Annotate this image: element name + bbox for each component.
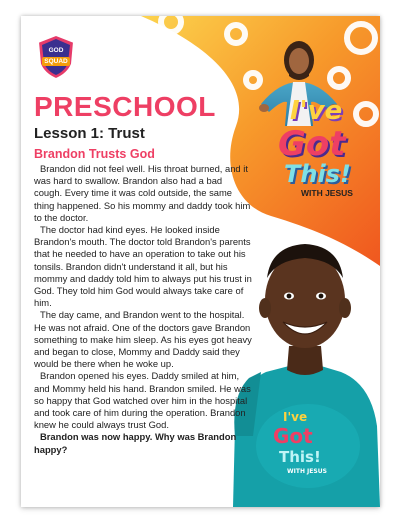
grade-title: PRESCHOOL (34, 91, 216, 122)
logo-top-text: GOD (48, 47, 64, 54)
story-paragraph: Brandon opened his eyes. Daddy smiled at him, and Mommy held his hand. Brandon smiled. He was so happy that God watched over him in the hospital and took care of him during the operation. Brandon knew he could always trust God. (34, 370, 251, 431)
theme-word-1: I've (290, 96, 343, 126)
logo-bottom-text: SQUAD (44, 58, 68, 65)
story-question: Brandon was now happy. Why was Brandon happy? (34, 431, 237, 455)
worksheet-page (21, 16, 380, 507)
with-jesus-text: WITH JESUS (301, 188, 353, 198)
story-title: Brandon Trusts God (34, 147, 155, 161)
shirt-word-2: Got (273, 424, 313, 448)
shirt-word-1: I've (283, 410, 308, 424)
lesson-title: Lesson 1: Trust (34, 125, 145, 142)
shirt-word-3: This! (279, 448, 321, 466)
shirt-word-4: WITH JESUS (287, 468, 327, 475)
story-body (34, 163, 252, 456)
story-paragraph: Brandon did not feel well. His throat burned, and it was hard to swallow. Brandon also had a bad cough. Every time it was cold outside, the same thing happened. So his mommy and daddy took him to the doctor. (34, 163, 251, 223)
theme-word-3: This! (284, 160, 351, 188)
story-paragraph: The doctor had kind eyes. He looked inside Brandon's mouth. The doctor told Brandon's parents that he needed to have an operation to take out his tonsils. Brandon didn't understand it all, but his mommy and daddy told him to always put his trust in God. They told him God would always take care of him. (34, 224, 252, 309)
god-squad-logo (35, 34, 77, 80)
story-paragraph: The day came, and Brandon went to the hospital. He was not afraid. One of the doctors gave Brandon something to make him sleep. As his eyes got heavy and began to close, Mommy and Daddy said they would be there when he woke up. (34, 309, 252, 370)
theme-word-2: Got (278, 124, 346, 164)
